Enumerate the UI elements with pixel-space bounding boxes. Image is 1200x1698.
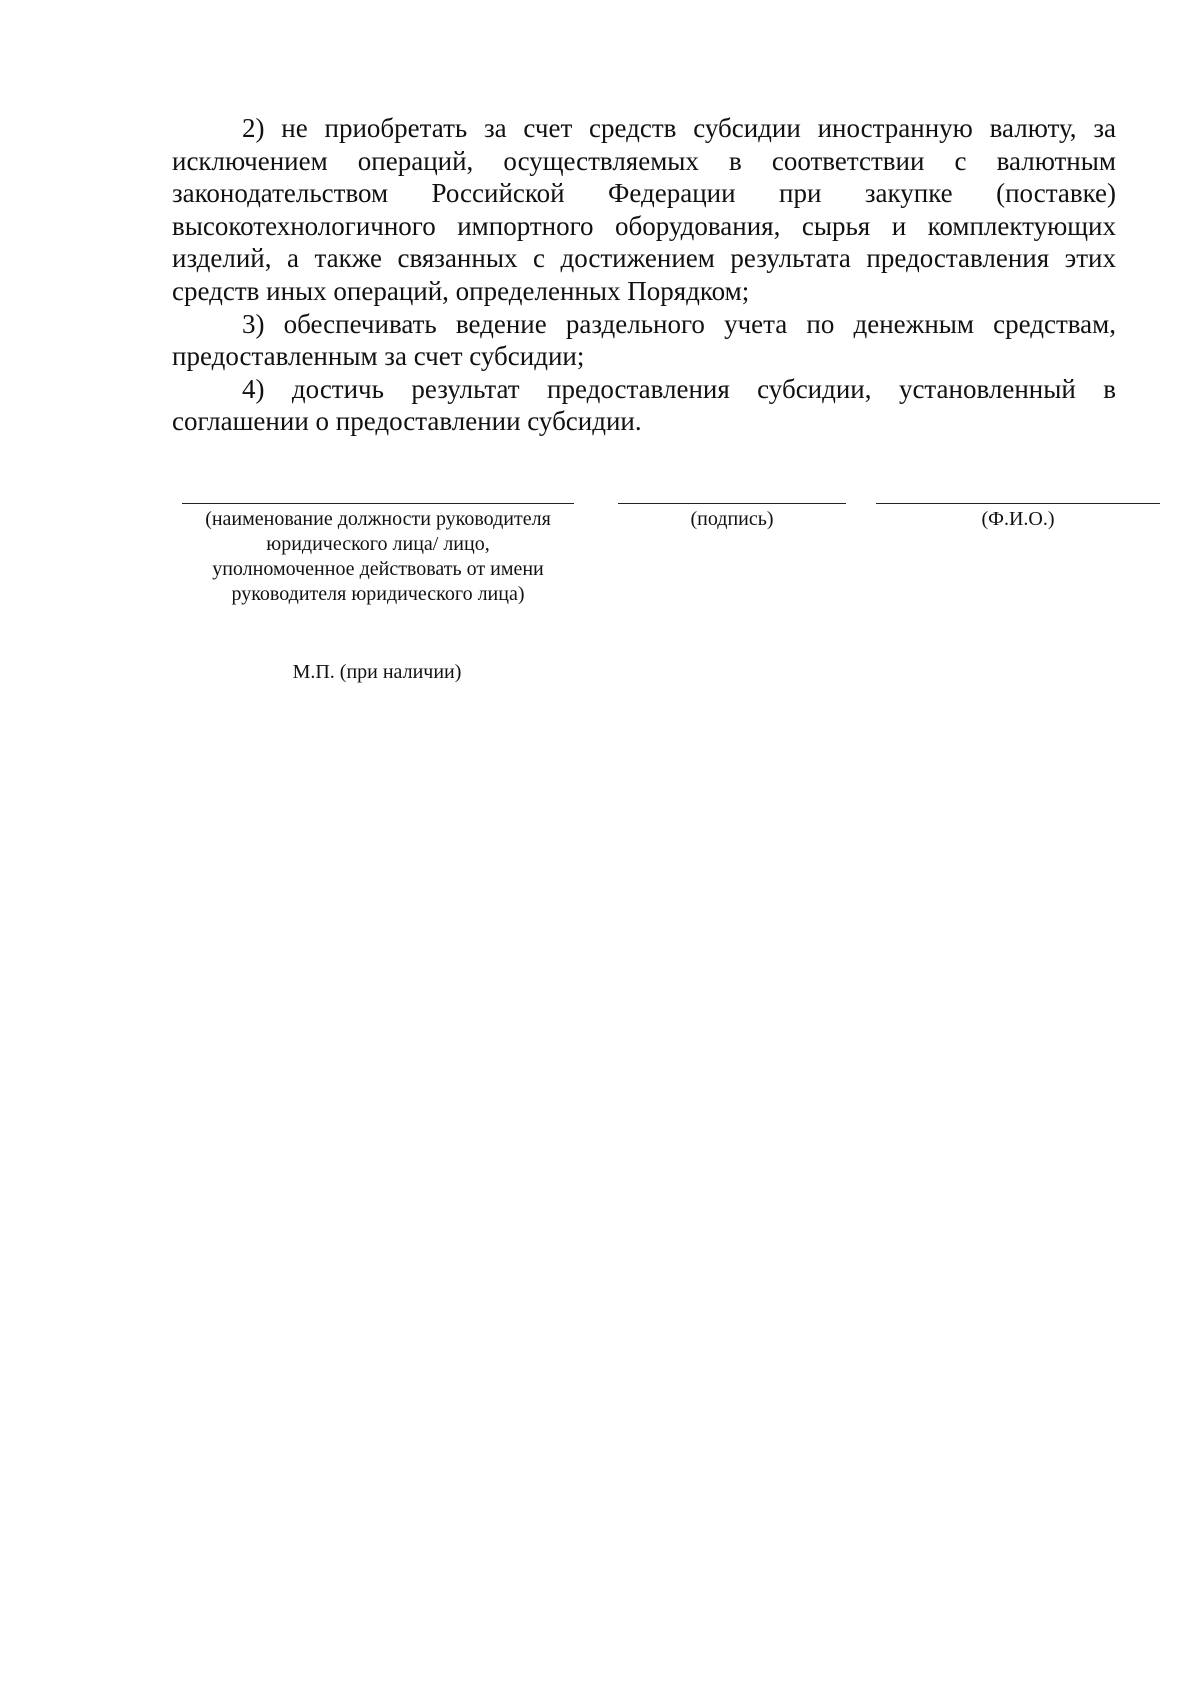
name-caption: (Ф.И.О.) (981, 508, 1055, 530)
position-signature-line (182, 503, 574, 504)
name-signature-line (876, 503, 1160, 504)
signature-line (618, 503, 846, 504)
paragraph-item-2: 2) не приобретать за счет средств субсидии иностранную валюту, за исключением операций, осуществляемых в соответствии с валютным законодательством Российской Федерации при закупке (поставке) высокотехнологичного импортного оборудования, сырья и комплектующих изделий, а также связанных с достижением результата предоставления этих средств иных операций, определенных Порядком; (172, 113, 1116, 306)
position-caption: (наименование должности руководителя юридического лица/ лицо, уполномоченное действовать от имени руководителя юридического лица) (205, 508, 551, 605)
document-body (172, 112, 1116, 438)
paragraph-item-4: 4) достичь результат предоставления субсидии, установленный в соглашении о предоставлении субсидии. (172, 373, 1116, 437)
paragraph-item-3: 3) обеспечивать ведение раздельного учета по денежным средствам, предоставленным за счет субсидии; (172, 308, 1116, 372)
stamp-note: М.П. (при наличии) (292, 661, 462, 683)
signature-caption: (подпись) (690, 508, 774, 530)
